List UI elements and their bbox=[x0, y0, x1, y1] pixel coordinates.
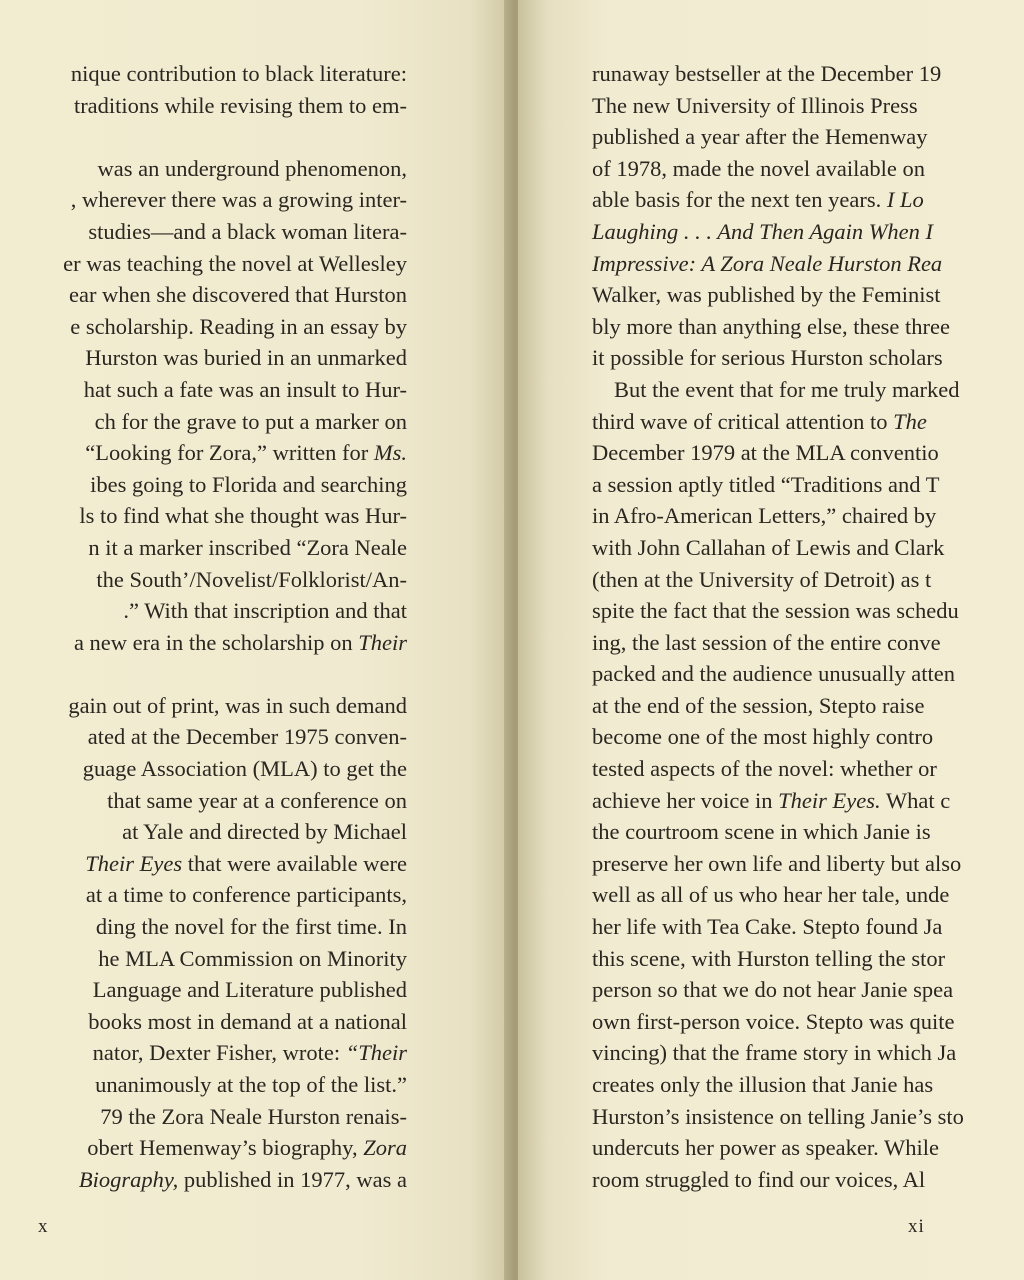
text-line: become one of the most highly contro bbox=[592, 724, 934, 750]
left-page-number: x bbox=[38, 1216, 49, 1237]
text-line: books most in demand at a national bbox=[88, 1008, 407, 1034]
text-line: that same year at a conference on bbox=[107, 787, 407, 813]
text-line: he MLA Commission on Minority bbox=[98, 945, 407, 971]
text-line: vincing) that the frame story in which Ja bbox=[592, 1040, 957, 1066]
text-line: packed and the audience unusually atten bbox=[592, 661, 955, 687]
text-line: .” With that inscription and that bbox=[123, 598, 407, 624]
text-line: well as all of us who hear her tale, unde bbox=[592, 882, 950, 908]
text-line: ibes going to Florida and searching bbox=[90, 471, 407, 497]
text-line: at a time to conference participants, bbox=[85, 882, 407, 908]
text-line: room struggled to find our voices, Al bbox=[592, 1166, 926, 1192]
text-line: 79 the Zora Neale Hurston renais- bbox=[100, 1103, 407, 1129]
text-line: in Afro-American Letters,” chaired by bbox=[592, 503, 937, 529]
text-line: obert Hemenway’s biography, Zora bbox=[87, 1135, 407, 1161]
left-page-text bbox=[63, 58, 407, 1195]
text-line: person so that we do not hear Janie spea bbox=[592, 977, 954, 1003]
text-line: third wave of critical attention to The bbox=[592, 408, 927, 434]
text-line: ear when she discovered that Hurston bbox=[68, 282, 407, 308]
text-line: e scholarship. Reading in an essay by bbox=[70, 313, 407, 339]
text-line: Walker, was published by the Feminist bbox=[592, 282, 941, 308]
text-line: Laughing . . . And Then Again When I bbox=[592, 218, 934, 244]
left-page bbox=[0, 0, 510, 1280]
text-line: preserve her own life and liberty but also bbox=[592, 850, 962, 876]
text-line bbox=[63, 658, 407, 690]
text-line: runaway bestseller at the December 19 bbox=[592, 61, 942, 86]
text-line: the South’/Novelist/Folklorist/An- bbox=[96, 566, 407, 592]
text-line: able basis for the next ten years. I Lo bbox=[592, 187, 924, 213]
text-line: creates only the illusion that Janie has bbox=[592, 1072, 934, 1097]
text-line: er was teaching the novel at Wellesley bbox=[63, 250, 407, 276]
text-line: (then at the University of Detroit) as t bbox=[592, 566, 932, 592]
text-line: spite the fact that the session was schedu bbox=[592, 598, 959, 624]
text-line: ch for the grave to put a marker on bbox=[94, 408, 407, 434]
text-line: tested aspects of the novel: whether or bbox=[592, 756, 937, 782]
text-line bbox=[63, 121, 407, 153]
text-line: this scene, with Hurston telling the stor bbox=[592, 945, 946, 971]
text-line: ing, the last session of the entire conve bbox=[592, 629, 941, 655]
text-line: But the event that for me truly marked bbox=[614, 376, 960, 402]
right-page bbox=[518, 0, 1024, 1280]
text-line: her life with Tea Cake. Stepto found Ja bbox=[592, 914, 943, 940]
text-line: bly more than anything else, these three bbox=[592, 313, 951, 339]
text-line: gain out of print, was in such demand bbox=[68, 692, 407, 718]
text-line: n it a marker inscribed “Zora Neale bbox=[88, 534, 407, 560]
text-line: with John Callahan of Lewis and Clark bbox=[592, 534, 945, 560]
text-line: The new University of Illinois Press bbox=[592, 92, 918, 118]
text-line: it possible for serious Hurston scholars bbox=[592, 345, 943, 371]
text-line: the courtroom scene in which Janie is bbox=[592, 819, 931, 845]
text-line: studies—and a black woman litera- bbox=[88, 218, 407, 244]
text-line: Their Eyes that were available were bbox=[85, 850, 407, 876]
text-line: nator, Dexter Fisher, wrote: “Their bbox=[92, 1040, 407, 1066]
text-line: achieve her voice in Their Eyes. What c bbox=[592, 787, 951, 813]
text-line: was an underground phenomenon, bbox=[97, 155, 407, 181]
text-line: unanimously at the top of the list.” bbox=[95, 1072, 407, 1097]
text-line: ated at the December 1975 conven- bbox=[87, 724, 407, 750]
text-line: Language and Literature published bbox=[92, 977, 407, 1003]
text-line: at the end of the session, Stepto raise bbox=[592, 692, 925, 718]
text-line: own first-person voice. Stepto was quite bbox=[592, 1008, 955, 1034]
text-line: nique contribution to black literature: bbox=[70, 61, 407, 86]
text-line: Impressive: A Zora Neale Hurston Rea bbox=[592, 250, 943, 276]
text-line: Hurston’s insistence on telling Janie’s sto bbox=[592, 1103, 964, 1129]
text-line: “Looking for Zora,” written for Ms. bbox=[85, 440, 407, 466]
text-line: traditions while revising them to em- bbox=[73, 92, 407, 118]
right-page-number: xi bbox=[908, 1216, 925, 1237]
text-line: ls to find what she thought was Hur- bbox=[79, 503, 407, 529]
text-line: of 1978, made the novel available on bbox=[592, 155, 926, 181]
text-line: published a year after the Hemenway bbox=[592, 124, 928, 150]
text-line: hat such a fate was an insult to Hur- bbox=[83, 376, 407, 402]
text-line: , wherever there was a growing inter- bbox=[70, 187, 407, 213]
text-line: undercuts her power as speaker. While bbox=[592, 1135, 939, 1161]
text-line: a session aptly titled “Traditions and T bbox=[592, 471, 940, 497]
text-line: at Yale and directed by Michael bbox=[122, 819, 407, 845]
text-line: ding the novel for the first time. In bbox=[95, 914, 407, 940]
text-line: December 1979 at the MLA conventio bbox=[592, 440, 939, 466]
text-line: Biography, published in 1977, was a bbox=[78, 1166, 407, 1192]
text-line: guage Association (MLA) to get the bbox=[82, 756, 407, 782]
text-line: Hurston was buried in an unmarked bbox=[85, 345, 407, 371]
right-page-text bbox=[592, 58, 964, 1195]
text-line: a new era in the scholarship on Their bbox=[73, 629, 407, 655]
